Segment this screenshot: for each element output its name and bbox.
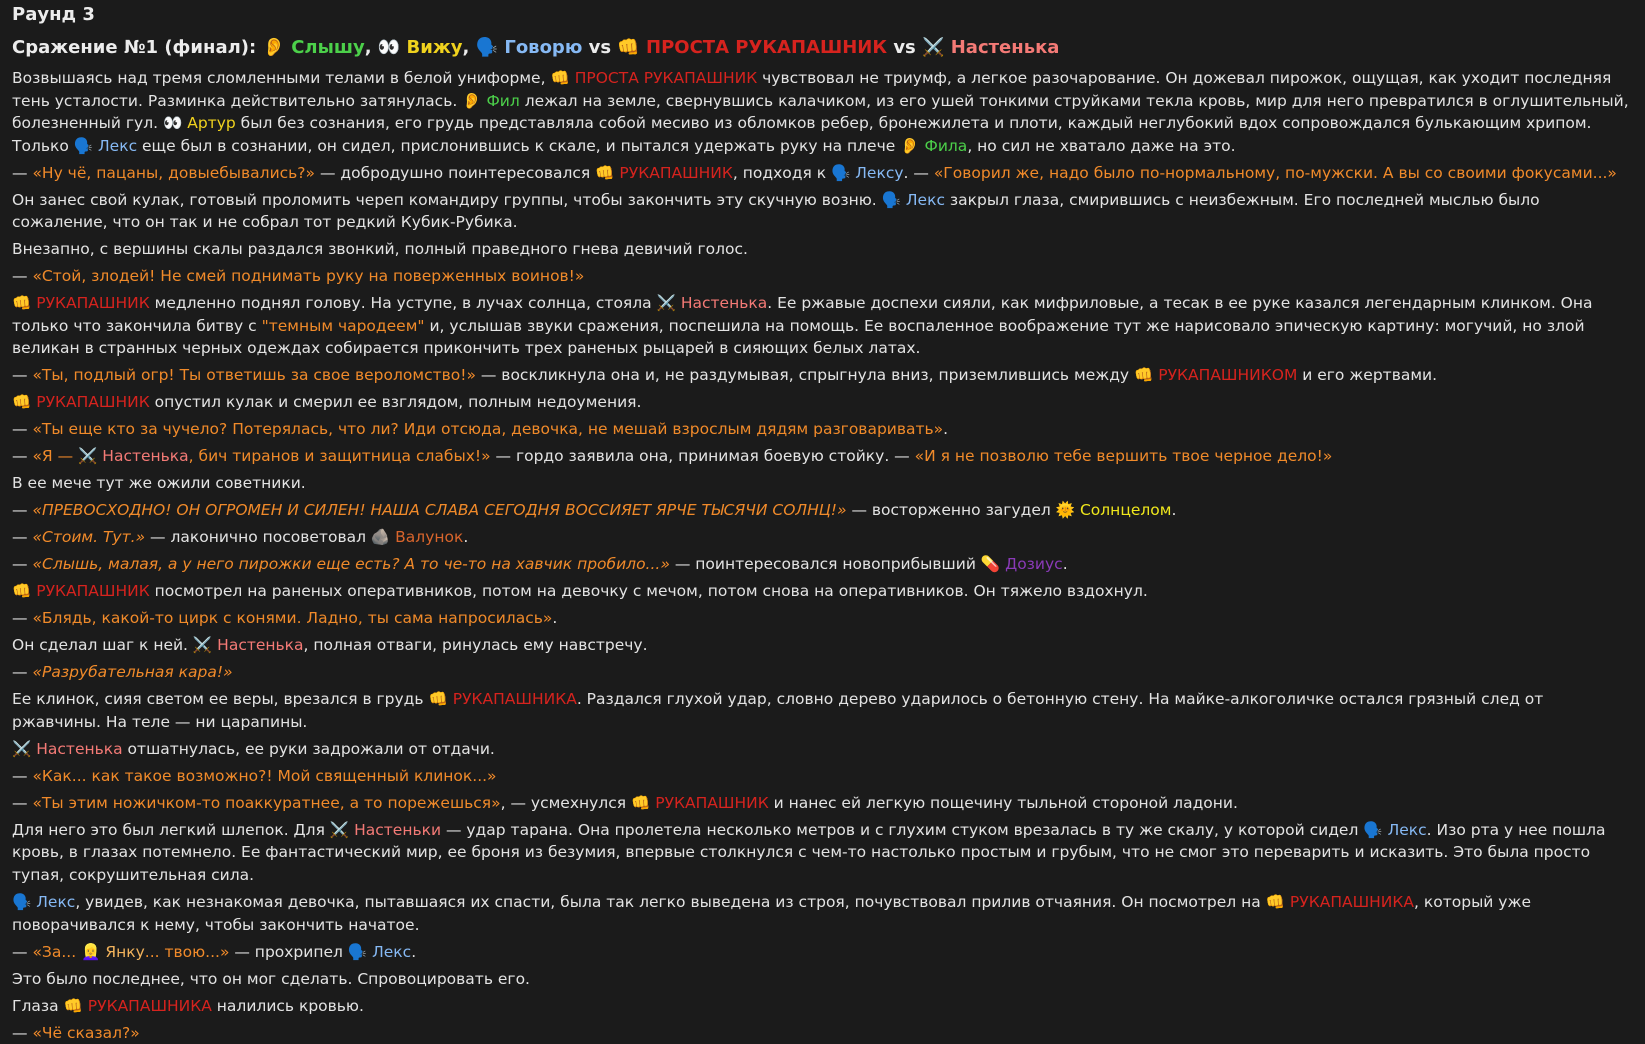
character-icon: ⚔️ (656, 294, 676, 313)
styled-run (32, 1024, 139, 1042)
narration-text: — (12, 942, 33, 961)
character-mention (882, 191, 945, 209)
text-run (12, 240, 748, 258)
narration-text: — гордо заявила она, принимая боевую стойку. — (490, 447, 915, 466)
character-mention (348, 943, 411, 961)
character-mention (193, 636, 304, 654)
dialogue-quote: «Я — (32, 447, 79, 466)
narration-text: — (12, 766, 33, 785)
narration-text: Сражение №1 (финал): (12, 37, 263, 58)
character-icon: 👊 (550, 69, 570, 87)
character-name: РУКАПАШНИКА (87, 996, 212, 1015)
story-paragraph (12, 792, 1633, 815)
story-paragraph (12, 819, 1633, 887)
character-mention (462, 92, 520, 110)
narration-text: . (411, 942, 417, 961)
narration-text: Он сделал шаг к ней. (12, 636, 193, 655)
character-icon: 🗣️ (347, 942, 368, 961)
dialogue-quote: «Говорил же, надо было по-нормальному, по-мужски. А вы со своими фокусами...» (933, 163, 1617, 182)
character-icon: ⚔️ (922, 37, 945, 58)
styled-run (32, 164, 315, 182)
character-icon: 👊 (1134, 366, 1154, 385)
dialogue-quote: «Чё сказал?» (32, 1023, 140, 1042)
narration-text: , (364, 37, 378, 58)
text-run (769, 794, 1238, 812)
narration-text: был без сознания, его грудь представляла собой месиво из обломков ребер, бронежилета и плоти, каждый неглубокий вдох сопровождался булькающим хрипом. Только (12, 114, 1592, 155)
story-paragraph (12, 553, 1633, 576)
text-run (150, 294, 657, 312)
character-icon: 💊 (980, 555, 1001, 574)
story-paragraph (12, 472, 1633, 495)
narration-text: . Раздался глухой удар, словно дерево ударилось о бетонную стену. На майке-алкоголичке остался грязный след от ржавчины. На теле — ни царапины. (12, 690, 1544, 731)
styled-run (32, 555, 669, 573)
narration-text: — (12, 163, 33, 182)
story-paragraph (12, 67, 1633, 157)
text-run (12, 663, 32, 681)
narration-text: , который уже поворачивался к нему, чтобы закончить начатое. (12, 892, 1531, 934)
narration-text: — (12, 663, 33, 682)
text-run (12, 609, 32, 627)
character-icon: 🗣️ (881, 190, 901, 209)
character-name: РУКАПАШНИК (36, 393, 150, 412)
text-run (137, 137, 900, 155)
text-run (304, 636, 648, 654)
narration-text: vs (887, 37, 923, 58)
text-run (12, 970, 530, 988)
narration-text: — добродушно поинтересовался (315, 163, 596, 182)
styled-run (145, 943, 230, 961)
story-paragraph (12, 238, 1633, 261)
story-paragraph (12, 968, 1633, 991)
narration-text: — (12, 528, 33, 547)
character-icon: 👊 (12, 582, 32, 601)
text-run (670, 555, 981, 573)
narration-text: опустил кулак и смерил ее взглядом, полным недоумения. (149, 393, 642, 412)
styled-run (32, 663, 232, 681)
character-icon: 👊 (12, 393, 32, 412)
dialogue-quote: , бич тиранов и защитница слабых!» (188, 447, 491, 466)
character-icon: 🗣️ (12, 892, 32, 911)
character-name: Артур (187, 114, 236, 133)
story-paragraph (12, 445, 1633, 468)
character-name: РУКАПАШНИК (655, 793, 769, 812)
styled-run (32, 366, 476, 384)
character-name: ПРОСТА РУКАПАШНИК (646, 37, 888, 58)
dialogue-quote: "темным чародеем" (261, 316, 425, 335)
character-icon: 👂 (262, 37, 285, 58)
styled-run (32, 420, 943, 438)
narration-text: , но сил не хватало даже на это. (967, 136, 1236, 155)
narration-text: — (12, 420, 33, 439)
character-name: Лекс (372, 942, 412, 961)
styled-run (32, 609, 552, 627)
text-run (12, 420, 32, 438)
text-run (12, 366, 32, 384)
character-icon: 👀 (162, 114, 183, 133)
character-name: РУКАПАШНИК (36, 582, 150, 601)
dialogue-quote: «Стой, злодей! Не смей поднимать руку на поверженных воинов!» (32, 267, 585, 286)
text-run (145, 528, 371, 546)
character-name: Вижу (406, 37, 463, 58)
story-paragraph (12, 265, 1633, 288)
character-mention (163, 114, 236, 132)
text-run (12, 794, 32, 812)
character-mention (81, 943, 145, 961)
text-run (582, 37, 617, 58)
character-mention (64, 997, 212, 1015)
character-name: РУКАПАШНИКОМ (1158, 366, 1298, 385)
text-run (476, 366, 1134, 384)
text-run (733, 164, 831, 182)
character-name: Настенька (217, 636, 304, 655)
narration-text: , подходя к (732, 163, 832, 182)
dialogue-quote: «За... (32, 942, 82, 961)
narration-text: . Ее ржавые доспехи сияли, как мифриловые, а тесак в ее руке казался легендарным клинком. Она только что закончила битву с (12, 294, 1593, 335)
styled-run (262, 317, 425, 335)
narration-text: . (943, 420, 949, 439)
text-run (12, 821, 330, 839)
character-icon: 👊 (630, 793, 651, 812)
dialogue-quote: «Слышь, малая, а у него пирожки еще есть? А то че-то на хавчик пробило...» (32, 555, 670, 574)
character-name: Лекс (1387, 820, 1427, 839)
character-name: Валунок (395, 528, 464, 547)
story-paragraph (12, 1022, 1633, 1044)
character-mention (378, 37, 463, 58)
story-paragraph (12, 607, 1633, 630)
character-mention (1134, 366, 1297, 384)
narration-text: — (12, 447, 33, 466)
story-paragraph (12, 292, 1633, 360)
character-name: РУКАПАШНИКА (1289, 892, 1415, 911)
narration-text: — (12, 267, 33, 286)
text-run (12, 164, 32, 182)
narration-text: Он занес свой кулак, готовый проломить череп командиру группы, чтобы закончить эту скучную возню. (12, 190, 882, 209)
text-run (463, 37, 476, 58)
narration-text: еще был в сознании, он сидел, прислонившись к скале, и пытался удержать руку на плече (137, 136, 901, 155)
character-icon: 👊 (1265, 892, 1285, 911)
narration-text: . (1171, 501, 1177, 520)
narration-text: Возвышаясь над тремя сломленными телами в белой униформе, (12, 69, 551, 87)
text-run (501, 794, 631, 812)
character-name: Фила (924, 136, 968, 155)
text-run (904, 164, 934, 182)
dialogue-quote: «Блядь, какой-то цирк с конями. Ладно, ты сама напросилась» (32, 609, 553, 628)
story-paragraph (12, 364, 1633, 387)
dialogue-quote: «Ты этим ножичком-то поаккуратнее, а то порежешься» (32, 793, 501, 812)
narration-text: , (462, 37, 476, 58)
text-run (365, 37, 378, 58)
narration-text: — удар тарана. Она пролетела несколько метров и с глухим стуком врезалась в ту же скалу, у которой сидел (441, 820, 1364, 839)
narration-text: налились кровью. (211, 996, 364, 1015)
story-paragraph (12, 941, 1633, 964)
narration-text: — воскликнула она и, не раздумывая, спрыгнула вниз, приземлившись между (475, 366, 1135, 385)
text-run (1172, 501, 1177, 519)
character-icon: 👂 (900, 136, 920, 155)
narration-text: . (1062, 555, 1068, 574)
narration-text: Глаза (12, 996, 64, 1015)
character-name: Солнцелом (1079, 501, 1172, 520)
character-icon: 👊 (12, 294, 32, 313)
narration-text: , полная отваги, ринулась ему навстречу. (303, 636, 648, 655)
character-mention (1363, 821, 1426, 839)
text-run (12, 37, 263, 58)
story-paragraph (12, 391, 1633, 414)
styled-run (915, 447, 1333, 465)
character-mention (74, 137, 137, 155)
character-mention (900, 137, 967, 155)
narration-text: и, услышав звуки сражения, поспешила на помощь. Ее воспаленное воображение тут же нарисовало эпическую картину: могучий, но злой великан в странных черных одеждах собирается прикончить трех раненых рыцарей в сияющих белых латах. (12, 316, 1585, 358)
character-mention (476, 37, 583, 58)
narration-text: и его жертвами. (1297, 366, 1438, 385)
battle-title (12, 35, 1633, 61)
narration-text: . (463, 528, 469, 547)
narration-text: . — (903, 163, 934, 182)
text-run (123, 740, 495, 758)
text-run (847, 501, 1056, 519)
styled-run (32, 447, 78, 465)
narration-text: Это было последнее, что он мог сделать. Спровоцировать его. (12, 969, 530, 988)
text-run (12, 267, 32, 285)
narration-text: — восторженно загудел (846, 501, 1056, 520)
story-paragraph (12, 189, 1633, 234)
dialogue-quote: «И я не позволю тебе вершить твое черное дело!» (914, 447, 1333, 466)
story-paragraph (12, 661, 1633, 684)
character-icon: 🗣️ (831, 163, 851, 182)
narration-text: чувствовал не триумф, а легкое разочарование. Он дожевал пирожок, ощущая, как уходит последняя тень усталости. Разминка действительно затянулась. (12, 69, 1612, 110)
story-paragraph (12, 765, 1633, 788)
narration-text: лежал на земле, свернувшись калачиком, из его ушей тонкими струйками текла кровь, мир для него превратился в оглушительный, болезненный гул. (12, 91, 1629, 133)
character-name: РУКАПАШНИК (36, 294, 150, 313)
text-run (967, 137, 1235, 155)
text-run (150, 393, 642, 411)
dialogue-quote: «Ты еще кто за чучело? Потерялась, что ли? Иди отсюда, девочка, не мешай взрослым дядям разговаривать» (32, 420, 944, 439)
text-run (491, 447, 915, 465)
text-run (12, 997, 64, 1015)
text-run (12, 690, 428, 708)
text-run (552, 609, 557, 627)
narration-text: — (12, 366, 33, 385)
text-run (150, 582, 1148, 600)
narration-text: В ее мече тут же ожили советники. (12, 474, 306, 493)
character-name: Лексу (855, 163, 904, 182)
character-name: Янку (105, 942, 145, 961)
narration-text: , увидев, как незнакомая девочка, пытавшаяся их спасти, была так легко выведена из строя, почувствовал прилив отчаяния. Он посмотрел на (75, 892, 1266, 911)
character-icon: ⚔️ (12, 739, 32, 758)
text-run (12, 636, 193, 654)
narration-text: — (12, 555, 33, 574)
text-run (12, 69, 550, 87)
narration-text: — (12, 1023, 33, 1042)
story-paragraph (12, 580, 1633, 603)
character-name: Настенька (950, 37, 1060, 58)
character-icon: 👊 (595, 163, 615, 182)
styled-run (32, 767, 496, 785)
narration-text: и нанес ей легкую пощечину тыльной стороной ладони. (768, 793, 1238, 812)
story-paragraph (12, 526, 1633, 549)
character-name: Дозиус (1005, 555, 1063, 574)
character-name: Настенька (36, 739, 123, 758)
round-title: Раунд 3 (12, 4, 95, 25)
narration-text: Ее клинок, сияя светом ее веры, врезался в грудь (12, 690, 429, 709)
story-body (12, 67, 1633, 1044)
dialogue-quote: «ПРЕВОСХОДНО! ОН ОГРОМЕН И СИЛЕН! НАША СЛАВА СЕГОДНЯ ВОССИЯЕТ ЯРЧЕ ТЫСЯЧИ СОЛНЦ!» (32, 501, 847, 520)
character-icon: ⚔️ (78, 447, 98, 466)
character-icon: ⚔️ (329, 820, 350, 839)
text-run (12, 555, 32, 573)
character-name: Слышу (291, 37, 365, 58)
story-paragraph (12, 891, 1633, 936)
character-name: Настеньки (354, 820, 442, 839)
narration-text: — (12, 793, 33, 812)
character-name: Лекс (98, 136, 138, 155)
styled-run (189, 447, 491, 465)
text-run (411, 943, 416, 961)
character-mention (617, 37, 887, 58)
character-mention (657, 294, 768, 312)
text-run (441, 821, 1363, 839)
narration-text: — прохрипел (229, 942, 348, 961)
dialogue-quote: «Ты, подлый огр! Ты ответишь за свое вероломство!» (32, 366, 476, 385)
text-run (12, 943, 32, 961)
story-paragraph (12, 688, 1633, 733)
narration-text: — лаконично посоветовал (145, 528, 371, 547)
character-icon: 👱‍♀️ (81, 942, 101, 961)
narration-text: . Изо рта у нее пошла кровь, в глазах потемнело. Ее фантастический мир, ее броня из безумия, впервые столкнулся с чем-то настолько простым и грубым, что не смог это переварить и исказить. Это была просто тупая, сокрушительная сила. (12, 820, 1606, 884)
character-mention (595, 164, 733, 182)
narration-text: Для него это был легкий шлепок. Для (12, 820, 330, 839)
text-run (1297, 366, 1437, 384)
styled-run (32, 528, 145, 546)
text-run (12, 447, 32, 465)
character-mention (831, 164, 904, 182)
character-icon: 🗣️ (73, 136, 94, 155)
styled-run (934, 164, 1617, 182)
text-run (887, 37, 922, 58)
character-name: Лекс (36, 892, 76, 911)
story-paragraph (12, 418, 1633, 441)
dialogue-quote: «Стоим. Тут.» (32, 528, 146, 547)
narration-text: посмотрел на раненых оперативников, потом на девочку с мечом, потом снова на оперативников. Он тяжело вздохнул. (149, 582, 1148, 601)
styled-run (32, 794, 500, 812)
styled-run (32, 501, 846, 519)
character-mention (428, 690, 576, 708)
narration-text: . (552, 609, 558, 628)
story-paragraph (12, 162, 1633, 185)
character-mention (12, 393, 150, 411)
character-mention (1266, 893, 1414, 911)
text-run (12, 767, 32, 785)
character-mention (631, 794, 769, 812)
character-mention (12, 582, 150, 600)
text-run (75, 893, 1265, 911)
story-paragraph (12, 995, 1633, 1018)
character-name: Фил (486, 91, 520, 110)
text-run (229, 943, 347, 961)
text-run (12, 191, 882, 209)
character-icon: 👂 (462, 91, 482, 110)
character-name: РУКАПАШНИКА (452, 690, 577, 709)
dialogue-quote: «Ну чё, пацаны, довыебывались?» (32, 163, 316, 182)
character-mention (263, 37, 365, 58)
character-mention (330, 821, 441, 839)
character-icon: 👊 (428, 690, 448, 709)
character-mention (922, 37, 1059, 58)
text-run (12, 501, 32, 519)
styled-run (32, 943, 81, 961)
dialogue-quote: «Разрубательная кара!» (32, 663, 233, 682)
text-run (1063, 555, 1068, 573)
character-name: Настенька (680, 294, 768, 313)
character-mention (1056, 501, 1172, 519)
text-run (12, 528, 32, 546)
narration-text: Внезапно, с вершины скалы раздался звонкий, полный праведного гнева девичий голос. (12, 240, 748, 259)
character-name: Говорю (504, 37, 583, 58)
text-run (212, 997, 364, 1015)
character-icon: 👀 (377, 37, 401, 58)
character-mention (12, 294, 150, 312)
narration-text: закрыл глаза, смирившись с неизбежным. Его последней мыслью было сожаление, что он так и не собрал тот редкий Кубик-Рубика. (12, 190, 1540, 232)
character-mention (12, 740, 123, 758)
character-name: Лекс (905, 190, 945, 209)
text-run (463, 528, 468, 546)
dialogue-quote: ... твою...» (144, 942, 230, 961)
character-icon: 👊 (617, 37, 640, 58)
narration-text: vs (582, 37, 618, 58)
dialogue-quote: «Как... как такое возможно?! Мой священный клинок...» (32, 766, 497, 785)
text-run (12, 1024, 32, 1042)
character-mention (12, 893, 75, 911)
character-mention (371, 528, 463, 546)
character-name: ПРОСТА РУКАПАШНИК (574, 69, 758, 87)
narration-text: , — усмехнулся (500, 793, 631, 812)
story-paragraph (12, 499, 1633, 522)
text-run (315, 164, 595, 182)
character-icon: 👊 (63, 996, 83, 1015)
narration-text: — поинтересовался новоприбывший (669, 555, 981, 574)
character-icon: 🗣️ (475, 37, 499, 58)
character-icon: ⚔️ (192, 636, 213, 655)
character-mention (550, 69, 757, 87)
narration-text: медленно поднял голову. На уступе, в лучах солнца, стояла (149, 294, 657, 313)
character-mention (78, 447, 189, 465)
narration-text: — (12, 501, 33, 520)
character-icon: 🗣️ (1363, 820, 1383, 839)
text-run (12, 474, 306, 492)
narration-text: отшатнулась, ее руки задрожали от отдачи. (122, 739, 495, 758)
story-paragraph (12, 634, 1633, 657)
character-name: РУКАПАШНИК (619, 163, 733, 182)
narration-text: — (12, 609, 33, 628)
styled-run (32, 267, 584, 285)
story-paragraph (12, 738, 1633, 761)
character-mention (981, 555, 1063, 573)
character-icon: 🌞 (1055, 501, 1076, 520)
text-run (943, 420, 948, 438)
character-icon: 🪨 (370, 528, 391, 547)
character-name: Настенька (102, 447, 189, 466)
